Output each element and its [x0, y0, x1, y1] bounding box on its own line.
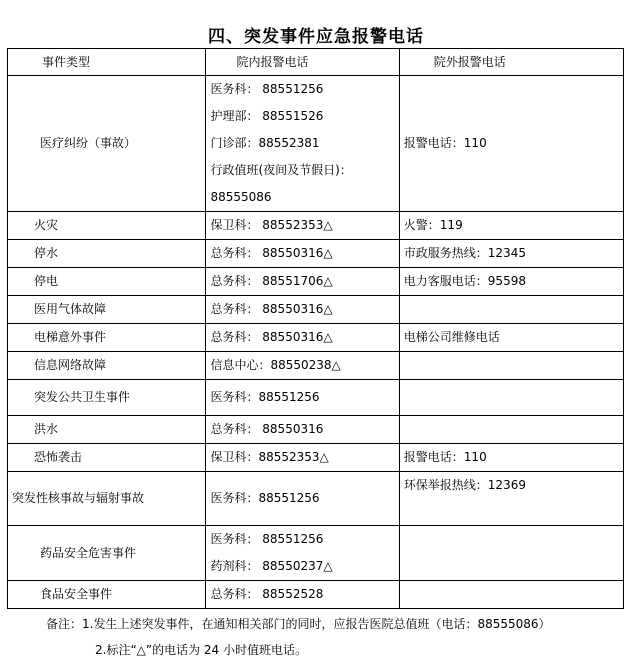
event-type-cell: 食品安全事件: [8, 581, 206, 609]
event-type-cell: 医疗纠纷（事故）: [8, 76, 206, 212]
external-phone-cell: [399, 380, 623, 416]
header-event-type: 事件类型: [8, 49, 206, 76]
internal-phone-cell: 医务科：88551256: [206, 472, 399, 526]
internal-phone-cell: [206, 526, 399, 581]
external-phone-cell: 电力客服电话：95598: [399, 268, 623, 296]
event-type-cell: 突发公共卫生事件: [8, 380, 206, 416]
event-type-cell: 停电: [8, 268, 206, 296]
header-internal-phone: 院内报警电话: [206, 49, 399, 76]
table-row: [8, 352, 624, 380]
header-external-phone: 院外报警电话: [399, 49, 623, 76]
internal-phone-line: 行政值班(夜间及节假日)：: [210, 163, 352, 177]
table-row: [8, 416, 624, 444]
internal-phone-line: 药剂科： 88550237△: [210, 559, 333, 573]
table-row: [8, 240, 624, 268]
event-type-cell: 药品安全危害事件: [8, 526, 206, 581]
internal-phone-cell: [206, 76, 399, 212]
table-row: [8, 268, 624, 296]
event-type-cell: 洪水: [8, 416, 206, 444]
internal-phone-line: 门诊部：88552381: [210, 136, 320, 150]
internal-phone-cell: 保卫科：88552353△: [206, 444, 399, 472]
event-type-cell: 医用气体故障: [8, 296, 206, 324]
emergency-phone-table: [7, 48, 624, 609]
external-phone-cell: [399, 352, 623, 380]
internal-phone-cell: 总务科： 88550316: [206, 416, 399, 444]
table-row: [8, 444, 624, 472]
internal-phone-cell: 总务科： 88550316△: [206, 240, 399, 268]
event-type-cell: 火灾: [8, 212, 206, 240]
table-row: [8, 472, 624, 526]
internal-phone-cell: 总务科： 88550316△: [206, 296, 399, 324]
table-row: [8, 526, 624, 581]
table-row: [8, 296, 624, 324]
external-phone-cell: 电梯公司维修电话: [399, 324, 623, 352]
table-header-row: [8, 49, 624, 76]
external-phone-cell: 市政服务热线：12345: [399, 240, 623, 268]
internal-phone-cell: 保卫科： 88552353△: [206, 212, 399, 240]
external-phone-cell: [399, 296, 623, 324]
internal-phone-cell: 总务科： 88550316△: [206, 324, 399, 352]
internal-phone-cell: 总务科： 88552528: [206, 581, 399, 609]
internal-phone-line: 医务科： 88551256: [210, 82, 324, 96]
external-phone-cell: 环保举报热线：12369: [399, 472, 623, 526]
table-row: [8, 212, 624, 240]
table-row: [8, 380, 624, 416]
internal-phone-line: 88555086: [210, 190, 272, 204]
external-phone-cell: [399, 526, 623, 581]
internal-phone-cell: 信息中心：88550238△: [206, 352, 399, 380]
internal-phone-line: 护理部： 88551526: [210, 109, 324, 123]
footnote-2: 2.标注“△”的电话为 24 小时值班电话。: [95, 643, 308, 657]
external-phone-cell: 报警电话：110: [399, 444, 623, 472]
external-phone-cell: 火警：119: [399, 212, 623, 240]
table-row: [8, 581, 624, 609]
external-phone-cell: [399, 416, 623, 444]
event-type-cell: 电梯意外事件: [8, 324, 206, 352]
external-phone-cell: 报警电话：110: [399, 76, 623, 212]
internal-phone-cell: 总务科： 88551706△: [206, 268, 399, 296]
table-row: [8, 76, 624, 212]
footnote-1: 备注：1.发生上述突发事件，在通知相关部门的同时，应报告医院总值班（电话：88555086）: [46, 617, 551, 631]
event-type-cell: 停水: [8, 240, 206, 268]
page-title: 四、突发事件应急报警电话: [208, 27, 424, 47]
event-type-cell: 突发性核事故与辐射事故: [8, 472, 206, 526]
event-type-cell: 信息网络故障: [8, 352, 206, 380]
external-phone-cell: [399, 581, 623, 609]
event-type-cell: 恐怖袭击: [8, 444, 206, 472]
internal-phone-line: 医务科： 88551256: [210, 532, 324, 546]
internal-phone-cell: 医务科：88551256: [206, 380, 399, 416]
table-row: [8, 324, 624, 352]
